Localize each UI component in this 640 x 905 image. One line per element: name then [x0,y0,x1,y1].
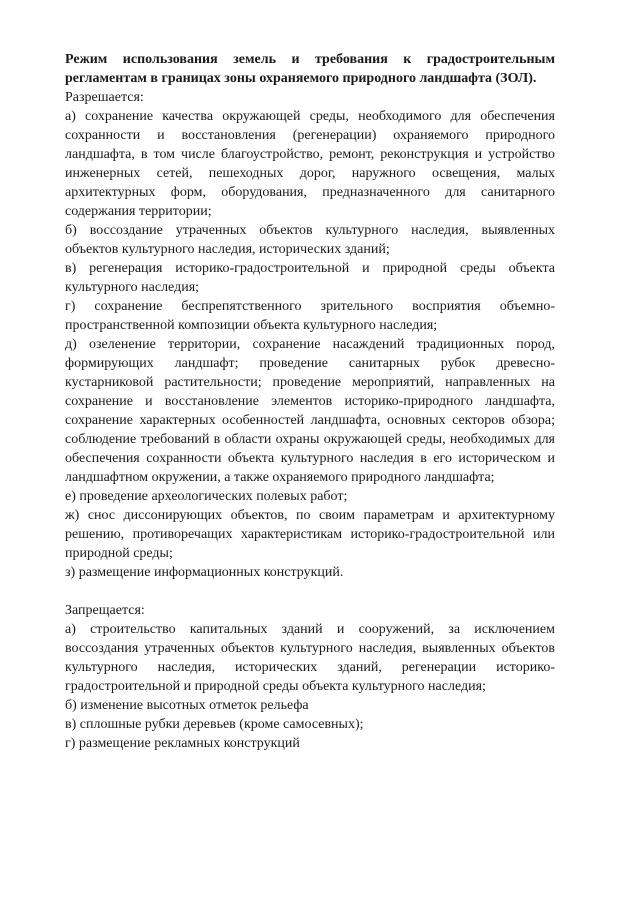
document-page [65,50,555,753]
allowed-list [65,107,555,582]
allowed-item-a: а) сохранение качества окружающей среды, необходимого для обеспечения сохранности и восстановления (регенерации) охраняемого природного ландшафта, в том числе благоустройство, ремонт, реконструкция и устройство инженерных сетей, пешеходных дорог, наружного освещения, малых архитектурных форм, оборудования, предназначенного для санитарного содержания территории; [65,109,555,219]
allowed-item-e: е) проведение археологических полевых работ; [65,489,348,504]
forbidden-item-v: в) сплошные рубки деревьев (кроме самосевных); [65,717,364,732]
forbidden-list [65,620,555,753]
forbidden-item-b: б) изменение высотных отметок рельефа [65,698,309,713]
allowed-item-zh: ж) снос диссонирующих объектов, по своим параметрам и архитектурному решению, противоречащих характеристикам историко-градостроительной или природной среды; [65,508,555,561]
document-heading: Режим использования земель и требования к градостроительным регламентам в границах зоны охраняемого природного ландшафта (ЗОЛ). [65,52,555,86]
section-spacer [65,582,555,601]
allowed-item-z: з) размещение информационных конструкций. [65,565,344,580]
allowed-item-g: г) сохранение беспрепятственного зрительного восприятия объемно-пространственной композиции объекта культурного наследия; [65,299,555,333]
allowed-label: Разрешается: [65,90,144,105]
allowed-item-d: д) озеленение территории, сохранение насаждений традиционных пород, формирующих ландшафт; проведение санитарных рубок древесно-кустарниковой растительности; проведение мероприятий, направленных на сохранение и восстановление элементов историко-природного ландшафта, сохранение характерных особенностей ландшафта, основных секторов обзора; соблюдение требований в области охраны окружающей среды, необходимых для обеспечения сохранности объекта культурного наследия в его историческом и ландшафтном окружении, а также охраняемого природного ландшафта; [65,337,555,485]
allowed-item-b: б) воссоздание утраченных объектов культурного наследия, выявленных объектов культурного наследия, исторических зданий; [65,223,555,257]
allowed-item-v: в) регенерация историко-градостроительной и природной среды объекта культурного наследия; [65,261,555,295]
forbidden-item-g: г) размещение рекламных конструкций [65,736,300,751]
forbidden-item-a: а) строительство капитальных зданий и сооружений, за исключением воссоздания утраченных объектов культурного наследия, выявленных объектов культурного наследия, исторических зданий, регенерации историко-градостроительной и природной среды объекта культурного наследия; [65,622,555,694]
forbidden-label: Запрещается: [65,603,145,618]
